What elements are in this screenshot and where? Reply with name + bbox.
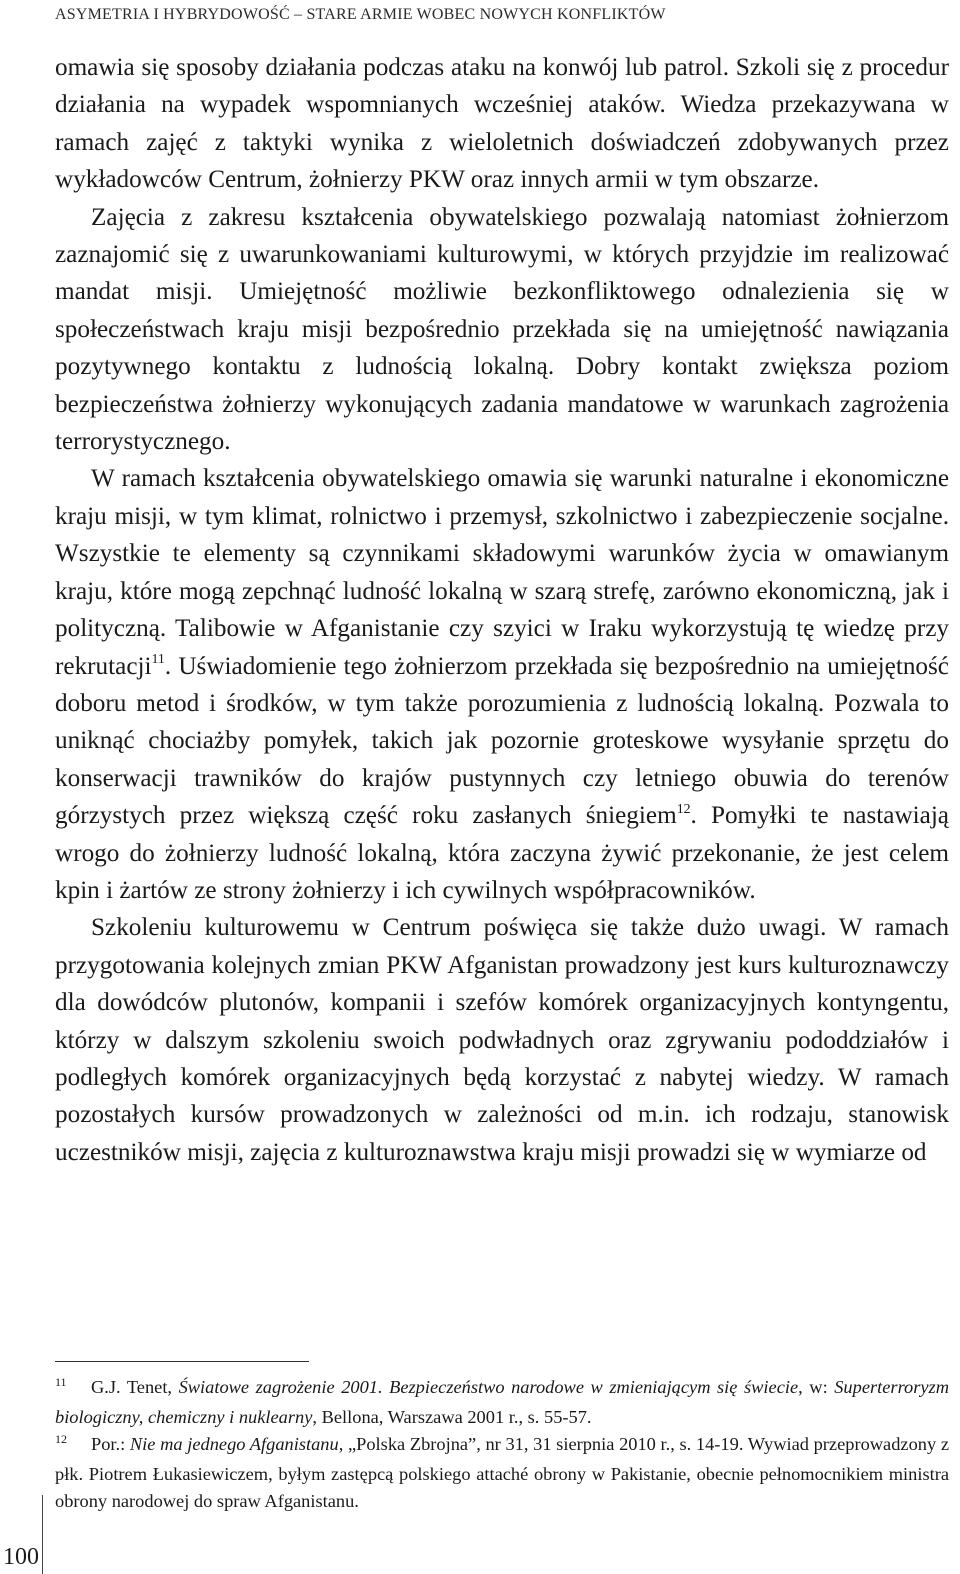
footnote-12 (55, 1431, 949, 1516)
paragraph-3-part-a: W ramach kształcenia obywatelskiego omawia się warunki naturalne i ekonomiczne kraju misji, w tym klimat, rolnictwo i przemysł, szkolnictwo i zabezpieczenie socjalne. Wszystkie te elementy są czynnikami składowymi warunków życia w omawianym kraju, które mogą zepchnąć ludność lokalną w szarą strefę, zarówno ekonomiczną, jak i polityczną. Talibowie w Afganistanie czy szyici w Iraku wykorzystują tę wiedzę przy rekrutacji (55, 465, 949, 680)
body-text (55, 49, 949, 1171)
footnotes (55, 1374, 949, 1516)
footnote-11-publisher: , Bellona, Warszawa 2001 r., s. 55-57. (312, 1406, 592, 1427)
footnote-12-rest: , „Polska Zbrojna”, nr 31, 31 sierpnia 2010 r., s. 14-19. Wywiad przeprowadzony z płk. Piotrem Łukasiewiczem, byłym zastępcą polskiego attaché obrony w Pakistanie, obecnie pełnomocnikiem ministra obrony narodowej do spraw Afganistanu. (55, 1434, 949, 1511)
running-header: ASYMETRIA I HYBRYDOWOŚĆ – STARE ARMIE WOBEC NOWYCH KONFLIKTÓW (55, 6, 666, 23)
paragraph-4: Szkoleniu kulturowemu w Centrum poświęca się także dużo uwagi. W ramach przygotowania kolejnych zmian PKW Afganistan prowadzony jest kurs kulturoznawczy dla dowódców plutonów, kompanii i szefów komórek organizacyjnych kontyngentu, którzy w dalszym szkoleniu swoich podwładnych oraz zgrywaniu pododdziałów i podległych komórek organizacyjnych będą korzystać z nabytej wiedzy. W ramach pozostałych kursów prowadzonych w zależności od m.in. ich rodzaju, stanowisk uczestników misji, zajęcia z kulturoznawstwa kraju misji prowadzi się w wymiarze od (55, 914, 949, 1166)
paragraph-2: Zajęcia z zakresu kształcenia obywatelskiego pozwalają natomiast żołnierzom zaznajomić się z uwarunkowaniami kulturowymi, w których przyjdzie im realizować mandat misji. Umiejętność możliwie bezkonfliktowego odnalezienia się w społeczeństwach kraju misji bezpośrednio przekłada się na umiejętność nawiązania pozytywnego kontaktu z ludnością lokalną. Dobry kontakt zwiększa poziom bezpieczeństwa żołnierzy wykonujących zadania mandatowe w warunkach zagrożenia terrorystycznego. (55, 203, 949, 456)
footnote-number-11: 11 (55, 1375, 67, 1390)
paragraph-1: omawia się sposoby działania podczas ataku na konwój lub patrol. Szkoli się z procedur działania na wypadek wspomnianych wcześniej ataków. Wiedza przekazywana w ramach zajęć z taktyki wynika z wieloletnich doświadczeń zdobywanych przez wykładowców Centrum, żołnierzy PKW oraz innych armii w tym obszarze. (55, 54, 949, 194)
footnote-ref-12[interactable]: 12 (676, 800, 691, 816)
footnote-11-author: G.J. Tenet, (91, 1377, 179, 1397)
paragraph-3-part-c: . Pomyłki te nastawiają wrogo do żołnierzy ludność lokalną, która zaczyna żywić przekonanie, że jest celem kpin i żartów ze strony żołnierzy i ich cywilnych współpracowników. (55, 802, 949, 904)
footnote-12-title: Nie ma jednego Afganistanu (129, 1434, 339, 1454)
footnote-11-in: , w: (798, 1377, 835, 1397)
paragraph-3 (55, 460, 949, 909)
footnote-11 (55, 1374, 949, 1431)
footnote-ref-11[interactable]: 11 (151, 651, 165, 667)
footnote-number-12: 12 (55, 1432, 67, 1447)
footnote-separator (55, 1361, 309, 1362)
paragraph-3-part-b: . Uświadomienie tego żołnierzom przekłada się bezpośrednio na umiejętność doboru metod i środków, w tym także porozumienia z ludnością lokalną. Pozwala to uniknąć chociażby pomyłek, takich jak pozornie groteskowe wysyłanie sprzętu do konserwacji trawników do krajów pustynnych czy letniego obuwia do terenów górzystych przez większą część roku zasłanych śniegiem (55, 652, 949, 830)
footnote-11-book: Superterroryzm biologiczny, chemiczny i nuklearny (55, 1377, 949, 1427)
page-number-divider (42, 1495, 43, 1574)
page-number: 100 (3, 1544, 39, 1570)
footnote-11-title: Światowe zagrożenie 2001. Bezpieczeństwo narodowe w zmieniającym się świecie (178, 1377, 799, 1397)
footnote-12-prefix: Por.: (91, 1434, 130, 1454)
